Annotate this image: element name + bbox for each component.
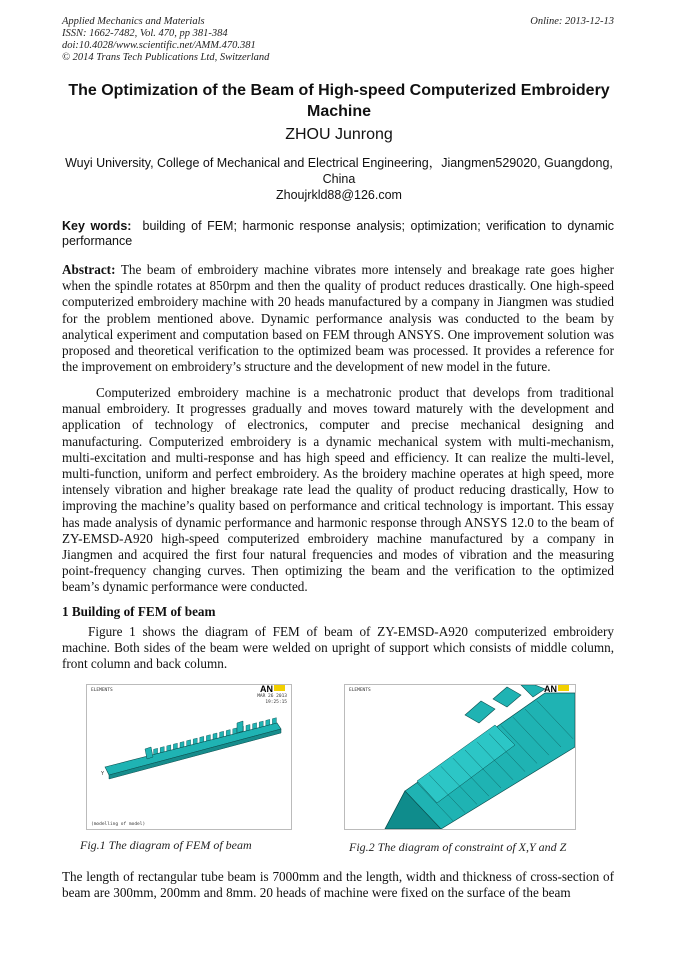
figure-2-label: ELEMENTS [349,688,371,693]
intro-paragraph: Computerized embroidery machine is a mechatronic product that develops from traditional manual embroidery. It progresses gradually and moves toward maturely with the development and application of technology of electronics, computer and precise mechanical designing and manufacturing. Computerized embroidery is a dynamic mechanical system with multi-mechanism, multi-excitation and multi-response and has high speed and efficiency. It can realize the multi-level, multi-function, uniform and perfect embroidery. As the broidery machine operates at high speed, more intensely vibration and higher breakage rate lead the quality of product reducing drastically, How to improving the machine’s quality based on performance and critical technology is important. This essay has made analysis of dynamic performance and harmonic response through ANSYS 12.0 to the beam of ZY-EMSD-A920 high-speed computerized embroidery machine manufactured by a company in Jiangmen and acquired the first four natural frequencies and modes of vibration and the measuring point-frequency changing curves. Then optimizing the beam and the verification to the optimized beam’s dynamic performance were conducted. [62,385,614,595]
ansys-logo: AN [260,684,273,694]
keywords-label: Key words: [62,219,132,233]
journal-name: Applied Mechanics and Materials [62,16,205,27]
online-date: Online: 2013-12-13 [530,16,614,27]
constraint-mesh [345,685,575,829]
abstract-label: Abstract: [62,262,116,277]
figure-1-label: ELEMENTS [91,688,113,693]
section-paragraph: Figure 1 shows the diagram of FEM of beam of ZY-EMSD-A920 computerized embroidery machine. Both sides of the beam were welded on upright of support which consists of middle column, front column and back column. [62,624,614,672]
figure-2 [344,684,576,830]
figure-2-caption: Fig.2 The diagram of constraint of X,Y and Z [349,840,567,854]
beam-support [237,721,243,733]
section-heading: 1 Building of FEM of beam [62,604,216,619]
figure-1-date: MAR 26 2013 [257,694,287,699]
figure-1-time: 19:25:15 [265,700,287,705]
keywords [62,219,614,249]
doi-link[interactable]: doi:10.4028/www.scientific.net/AMM.470.381 [62,40,256,51]
abstract [62,262,614,375]
journal-header [62,16,269,64]
keywords-text: building of FEM; harmonic response analysis; optimization; verification to dynamic performance [62,219,614,248]
beam-body [105,723,281,775]
beam-fem-mesh [87,685,291,829]
issn-line: ISSN: 1662-7482, Vol. 470, pp 381-384 [62,28,228,39]
affiliation: Wuyi University, College of Mechanical and Electrical Engineering，Jiangmen529020, Guangdong, China [65,156,613,186]
author-email[interactable]: Zhoujrkld88@126.com [276,188,402,202]
figure-1 [86,684,292,830]
logo-accent [558,685,569,691]
figure-1-caption: Fig.1 The diagram of FEM of beam [80,838,252,852]
beam-side [109,729,281,779]
head-block [493,687,521,707]
abstract-text: The beam of embroidery machine vibrates more intensely and breakage rate goes higher when the spindle rotates at 850rpm and then the quality of product reduces drastically. One high-speed computerized embroidery machine with 20 heads manufactured by a company in Jiangmen was studied for the problem mentioned above. Dynamic performance analysis was conducted to the beam by analytical experiment and computation based on FEM through ANSYS. One improvement solution was proposed and theoretical verification to the optimized beam was processed. It provides a reference for the improvement on embroidery’s structure and the development of new model in the future. [62,262,614,375]
ansys-logo: AN [544,684,557,694]
closing-paragraph: The length of rectangular tube beam is 7000mm and the length, width and thickness of cross-section of beam are 300mm, 200mm and 8mm. 20 heads of machine were fixed on the surface of the beam [62,869,614,901]
paper-author: ZHOU Junrong [285,126,393,143]
copyright-line: © 2014 Trans Tech Publications Ltd, Switzerland [62,52,270,63]
paper-title: The Optimization of the Beam of High-speed Computerized Embroidery Machine [68,82,610,120]
figure-1-footnote: (modelling of model) [91,822,146,827]
affiliation-block [60,155,618,203]
head-block [465,701,495,723]
axis-marker: Y [101,771,105,777]
